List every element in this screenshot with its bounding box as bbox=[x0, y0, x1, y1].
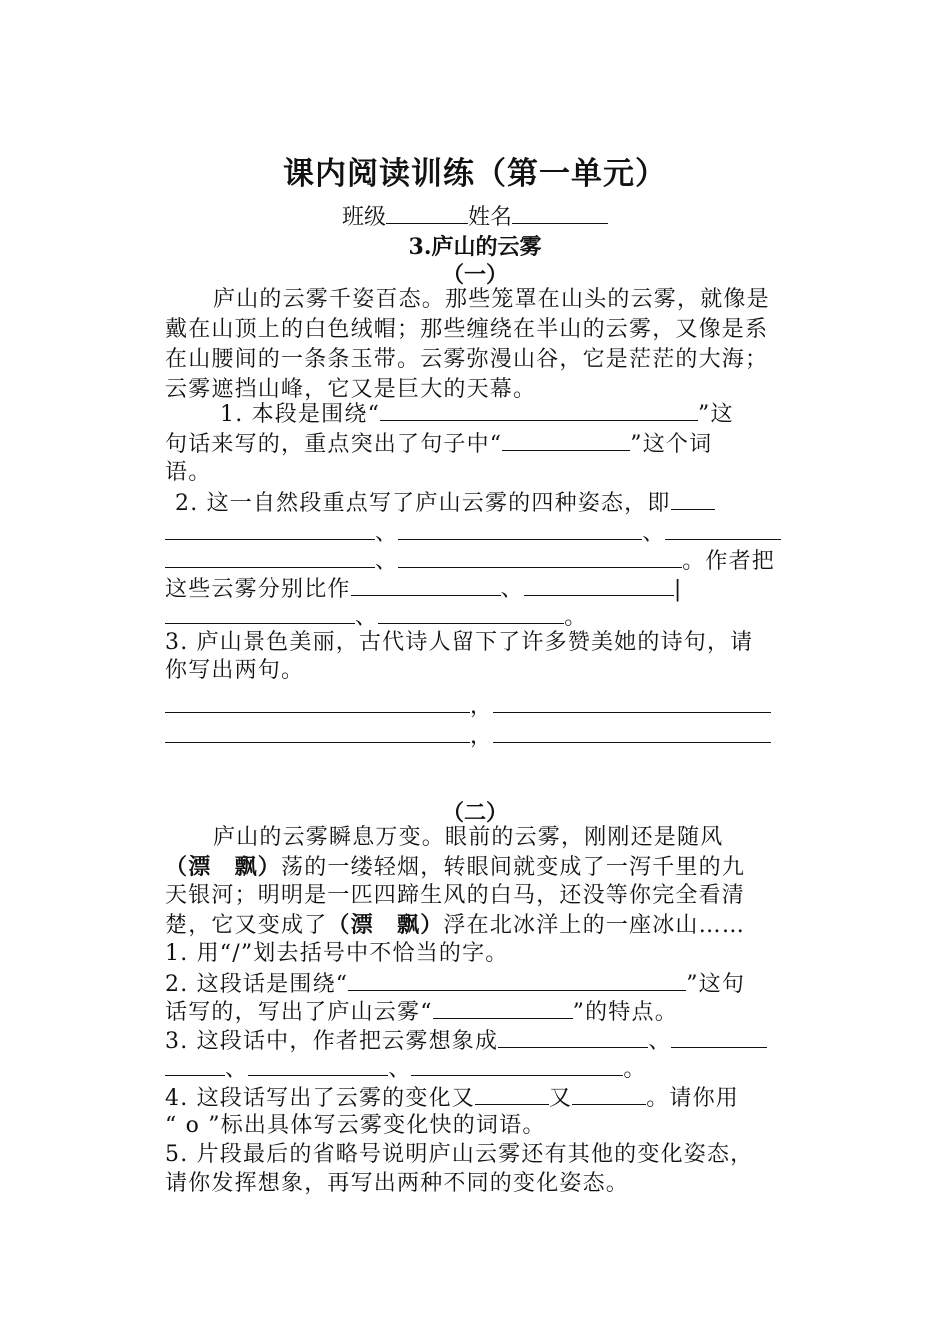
s2-question-4-line1: 4. 这段话写出了云雾的变化又 又 。请你用 bbox=[165, 1082, 790, 1114]
lesson-title: 3.庐山的云雾 bbox=[408, 234, 542, 260]
s1-question-2-line5: 、 。 bbox=[165, 601, 790, 633]
s1-q2-metaphor-blank-1[interactable] bbox=[351, 573, 501, 596]
s1-q2-blank-1[interactable] bbox=[165, 517, 375, 540]
s1-question-3-answer-line1: ， bbox=[165, 690, 790, 722]
s2-passage-line3: 天银河；明明是一匹四蹄生风的白马，还没等你完全看清 bbox=[165, 883, 746, 908]
s2-question-5-line1: 5. 片段最后的省略号说明庐山云雾还有其他的变化姿态， bbox=[165, 1142, 754, 1167]
s2-passage-line1: 庐山的云雾瞬息万变。眼前的云雾，刚刚还是随风 bbox=[213, 825, 724, 850]
s1-q2-metaphor-blank-2[interactable] bbox=[524, 573, 674, 596]
s2-q2-feature-blank[interactable] bbox=[433, 996, 573, 1019]
s2-question-3-line2: 、 、 。 bbox=[165, 1053, 790, 1085]
s1-q3-poem-blank-1[interactable] bbox=[165, 690, 470, 713]
s2-q4-blank-2[interactable] bbox=[572, 1082, 646, 1105]
s2-question-2-line2: 话写的，写出了庐山云雾“ ”的特点。 bbox=[165, 996, 790, 1028]
s2-question-1: 1. 用“/”划去括号中不恰当的字。 bbox=[165, 941, 509, 966]
class-blank[interactable] bbox=[386, 201, 468, 224]
section-one-passage: 庐山的云雾千姿百态。那些笼罩在山头的云雾，就像是戴在山顶上的白色绒帽；那些缠绕在半山的云雾，又像是系在山腰间的一条条玉带。云雾弥漫山谷，它是茫茫的大海；云雾遮挡山峰，它又是巨大的天幕。 bbox=[165, 287, 770, 402]
s2-q4-blank-1[interactable] bbox=[475, 1082, 549, 1105]
student-info-line bbox=[0, 200, 950, 231]
section-two-heading: （二） bbox=[441, 800, 508, 826]
page-title: 课内阅读训练（第一单元） bbox=[283, 156, 667, 192]
s1-question-3-line2: 你写出两句。 bbox=[165, 658, 305, 683]
s2-q3-blank-4[interactable] bbox=[248, 1053, 388, 1076]
s1-question-2-line2: 、 、 bbox=[165, 517, 790, 549]
s1-q2-blank-3[interactable] bbox=[665, 517, 781, 540]
s2-question-5-line2: 请你发挥想象，再写出两种不同的变化姿态。 bbox=[165, 1171, 630, 1196]
s1-q2-metaphor-blank-3[interactable] bbox=[165, 601, 355, 624]
name-label: 姓名 bbox=[468, 205, 513, 230]
s2-passage-line2: （漂 飘）荡的一缕轻烟，转眼间就变成了一泻千里的九 bbox=[165, 854, 746, 880]
s1-q3-poem-blank-3[interactable] bbox=[165, 720, 470, 743]
s1-q1-word-blank[interactable] bbox=[502, 428, 630, 451]
s1-question-2-line4: 这些云雾分别比作 、 | bbox=[165, 573, 790, 605]
s2-q3-blank-3[interactable] bbox=[165, 1053, 225, 1076]
s1-q2-blank-4[interactable] bbox=[165, 545, 375, 568]
s1-q2-blank-2[interactable] bbox=[398, 517, 642, 540]
s1-q2-blank-5[interactable] bbox=[398, 545, 682, 568]
s1-question-3-answer-line2: ， bbox=[165, 720, 790, 752]
s2-q2-sentence-blank[interactable] bbox=[348, 968, 686, 991]
s2-question-3-line1: 3. 这段话中，作者把云雾想象成 、 bbox=[165, 1025, 790, 1057]
s2-choice-2[interactable]: （漂 飘） bbox=[327, 912, 444, 938]
s2-passage-line4: 楚，它又变成了（漂 飘）浮在北冰洋上的一座冰山…… bbox=[165, 912, 746, 938]
s1-q2-blank-0[interactable] bbox=[671, 487, 715, 510]
s1-question-2-line3: 、 。作者把 bbox=[165, 545, 790, 577]
class-label: 班级 bbox=[341, 205, 386, 230]
s1-question-3-line1: 3. 庐山景色美丽，古代诗人留下了许多赞美她的诗句，请 bbox=[165, 630, 754, 655]
s2-question-4-line2: “ ο ”标出具体写云雾变化快的词语。 bbox=[165, 1113, 546, 1138]
s1-q3-poem-blank-2[interactable] bbox=[493, 690, 771, 713]
s2-q3-blank-5[interactable] bbox=[411, 1053, 623, 1076]
s1-q3-poem-blank-4[interactable] bbox=[493, 720, 771, 743]
s1-question-1-line2: 句话来写的，重点突出了句子中“ ”这个词 bbox=[165, 428, 790, 460]
s1-question-1-line3: 语。 bbox=[165, 460, 212, 485]
s1-q2-metaphor-blank-4[interactable] bbox=[378, 601, 564, 624]
s2-question-2-line1: 2. 这段话是围绕“ ”这句 bbox=[165, 968, 790, 1000]
s1-question-2-line1: 2. 这一自然段重点写了庐山云雾的四种姿态，即 bbox=[165, 487, 790, 519]
s1-question-1-line1: 1. 本段是围绕“ ”这 bbox=[165, 398, 790, 430]
name-blank[interactable] bbox=[512, 201, 608, 224]
section-one-heading: （一） bbox=[441, 262, 508, 288]
s2-q3-blank-1[interactable] bbox=[498, 1025, 648, 1048]
s2-choice-1[interactable]: （漂 飘） bbox=[165, 854, 282, 880]
s1-q1-sentence-blank[interactable] bbox=[380, 398, 698, 421]
s2-q3-blank-2[interactable] bbox=[671, 1025, 767, 1048]
